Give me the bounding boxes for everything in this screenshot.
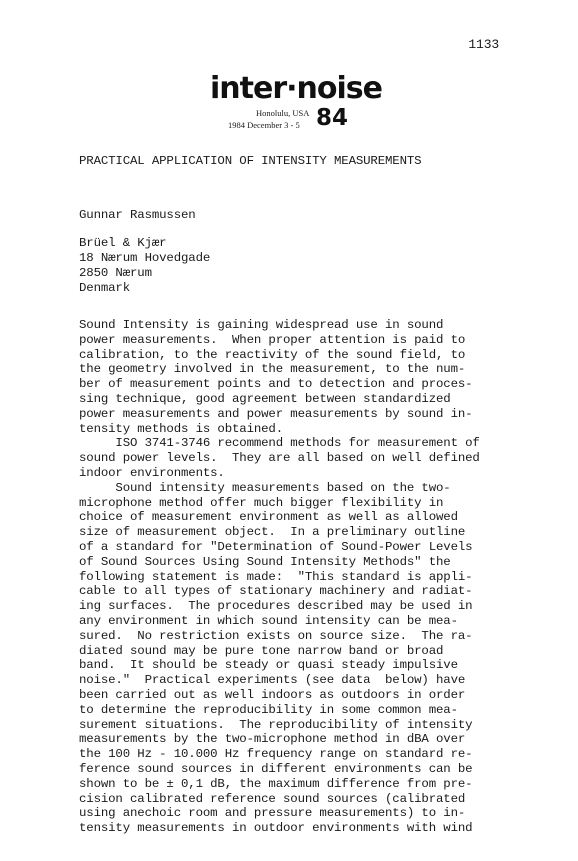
body-line: measurements by the two-microphone method in dBA over xyxy=(79,732,466,747)
body-line: band. It should be steady or quasi steady impulsive xyxy=(79,658,458,673)
body-line: indoor environments. xyxy=(79,465,225,480)
body-line: calibration, to the reactivity of the sound field, to xyxy=(79,347,466,362)
body-line: ber of measurement points and to detection and proces- xyxy=(79,377,473,392)
body-line: Sound intensity measurements based on the two- xyxy=(79,480,451,495)
body-line: ing surfaces. The procedures described may be used in xyxy=(79,599,473,614)
body-line: the 100 Hz - 10.000 Hz frequency range on standard re- xyxy=(79,747,473,762)
body-line: cable to all types of stationary machinery and radiat- xyxy=(79,584,473,599)
body-line: following statement is made: "This standard is appli- xyxy=(79,569,473,584)
body-line: the geometry involved in the measurement, to the num- xyxy=(79,362,466,377)
body-line: sing technique, good agreement between standardized xyxy=(79,391,451,406)
body-line: ISO 3741-3746 recommend methods for measurement of xyxy=(79,436,480,451)
body-line: any environment in which sound intensity can be mea- xyxy=(79,613,458,628)
author-name: Gunnar Rasmussen xyxy=(79,208,196,222)
body-line: of Sound Sources Using Sound Intensity Methods" the xyxy=(79,554,451,569)
conference-logo xyxy=(210,71,382,134)
body-line: diated sound may be pure tone narrow band or broad xyxy=(79,643,444,658)
logo-year: 84 xyxy=(316,105,349,131)
logo-wordmark: inter·noise xyxy=(210,71,382,106)
body-text xyxy=(79,318,509,836)
body-line: tensity measurements in outdoor environments with wind xyxy=(79,821,473,836)
body-line: to determine the reproducibility in some common mea- xyxy=(79,702,458,717)
body-line: shown to be ± 0,1 dB, the maximum difference from pre- xyxy=(79,776,473,791)
body-line: ference sound sources in different environments can be xyxy=(79,761,473,776)
body-line: power measurements and power measurements by sound in- xyxy=(79,406,473,421)
body-line: microphone method offer much bigger flexibility in xyxy=(79,495,444,510)
body-line: been carried out as well indoors as outdoors in order xyxy=(79,687,466,702)
author-address xyxy=(79,236,210,296)
body-line: tensity methods is obtained. xyxy=(79,421,283,436)
body-line: power measurements. When proper attention is paid to xyxy=(79,332,466,347)
address-line: 18 Nærum Hovedgade xyxy=(79,251,211,265)
address-line: 2850 Nærum xyxy=(79,266,152,280)
body-line: sured. No restriction exists on source size. The ra- xyxy=(79,628,473,643)
logo-date: 1984 December 3 - 5 xyxy=(228,120,300,130)
address-line: Brüel & Kjær xyxy=(79,236,167,250)
page-number: 1133 xyxy=(468,37,499,52)
paper-title: PRACTICAL APPLICATION OF INTENSITY MEASUREMENTS xyxy=(79,154,422,168)
body-line: size of measurement object. In a preliminary outline xyxy=(79,525,466,540)
body-line: Sound Intensity is gaining widespread use in sound xyxy=(79,318,444,332)
logo-city: Honolulu, USA xyxy=(256,108,310,118)
body-line: choice of measurement environment as well as allowed xyxy=(79,510,458,525)
body-line: surement situations. The reproducibility of intensity xyxy=(79,717,473,732)
body-line: using anechoic room and pressure measurements) to in- xyxy=(79,806,466,821)
body-line: cision calibrated reference sound sources (calibrated xyxy=(79,791,466,806)
body-line: noise." Practical experiments (see data below) have xyxy=(79,673,466,688)
body-line: of a standard for "Determination of Sound-Power Levels xyxy=(79,539,473,554)
body-line: sound power levels. They are all based on well defined xyxy=(79,451,480,466)
address-line: Denmark xyxy=(79,281,130,295)
